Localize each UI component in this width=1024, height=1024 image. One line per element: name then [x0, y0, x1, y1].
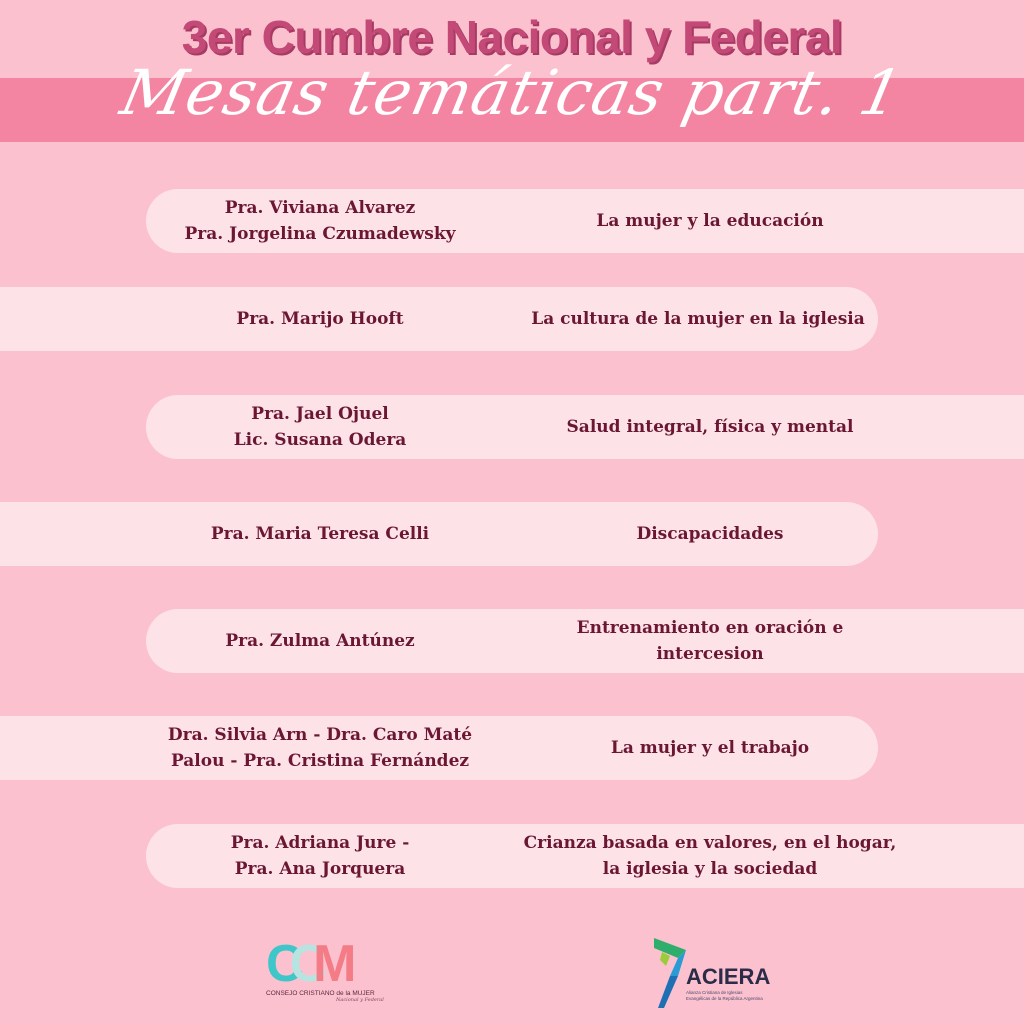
session-row — [146, 824, 1024, 888]
session-speakers — [145, 306, 495, 332]
aciera-name: ACIERA — [686, 964, 771, 989]
speaker-name: Pra. Adriana Jure - — [230, 833, 410, 853]
topic-line: La mujer y el trabajo — [610, 738, 810, 758]
session-row — [0, 716, 878, 780]
session-topic — [510, 735, 910, 761]
aciera-caption: Alianza Cristiana de Iglesias Evangélicas de la República Argentina — [686, 990, 763, 1001]
speaker-name: Dra. Silvia Arn - Dra. Caro Maté — [167, 725, 473, 745]
ccm-logo — [266, 935, 386, 1008]
session-speakers — [145, 722, 495, 774]
speaker-name: Pra. Zulma Antúnez — [225, 631, 415, 651]
ccm-letter: C — [266, 935, 290, 993]
session-topic — [510, 615, 910, 667]
session-topic — [510, 521, 910, 547]
topic-line: La mujer y la educación — [596, 211, 824, 231]
ccm-letter: M — [313, 935, 343, 993]
topic-line: intercesion — [656, 644, 764, 664]
session-topic — [510, 414, 910, 440]
speaker-name: Pra. Ana Jorquera — [234, 859, 406, 879]
session-row — [0, 502, 878, 566]
speaker-name: Lic. Susana Odera — [233, 430, 407, 450]
page-subtitle: Mesas temáticas part. 1 — [114, 56, 910, 129]
session-speakers — [145, 830, 495, 882]
topic-line: La cultura de la mujer en la iglesia — [531, 309, 865, 329]
session-topic — [510, 830, 910, 882]
session-speakers — [145, 401, 495, 453]
page-title: 3er Cumbre Nacional y Federal — [181, 11, 843, 63]
session-row — [146, 395, 1024, 459]
topic-line: Entrenamiento en oración e — [576, 618, 844, 638]
session-row — [146, 189, 1024, 253]
session-speakers — [145, 521, 495, 547]
topic-line: Crianza basada en valores, en el hogar, — [523, 833, 897, 853]
session-topic — [498, 306, 898, 332]
session-speakers — [145, 628, 495, 654]
ccm-logo-mark — [266, 935, 386, 993]
session-topic — [510, 208, 910, 234]
speaker-name: Palou - Pra. Cristina Fernández — [170, 751, 470, 771]
topic-line: Discapacidades — [636, 524, 784, 544]
ccm-letter: C — [289, 935, 314, 993]
speaker-name: Pra. Marijo Hooft — [236, 309, 404, 329]
ccm-subcaption: Nacional y Federal — [336, 997, 384, 1003]
speaker-name: Pra. Viviana Alvarez — [224, 198, 416, 218]
session-speakers — [145, 195, 495, 247]
speaker-name: Pra. Maria Teresa Celli — [210, 524, 430, 544]
aciera-logo — [652, 936, 772, 1012]
session-row — [146, 609, 1024, 673]
ccm-caption: CONSEJO CRISTIANO de la MUJER — [266, 990, 375, 997]
session-row — [0, 287, 878, 351]
topic-line: Salud integral, física y mental — [566, 417, 854, 437]
speaker-name: Pra. Jael Ojuel — [251, 404, 389, 424]
topic-line: la iglesia y la sociedad — [602, 859, 818, 879]
speaker-name: Pra. Jorgelina Czumadewsky — [184, 224, 456, 244]
